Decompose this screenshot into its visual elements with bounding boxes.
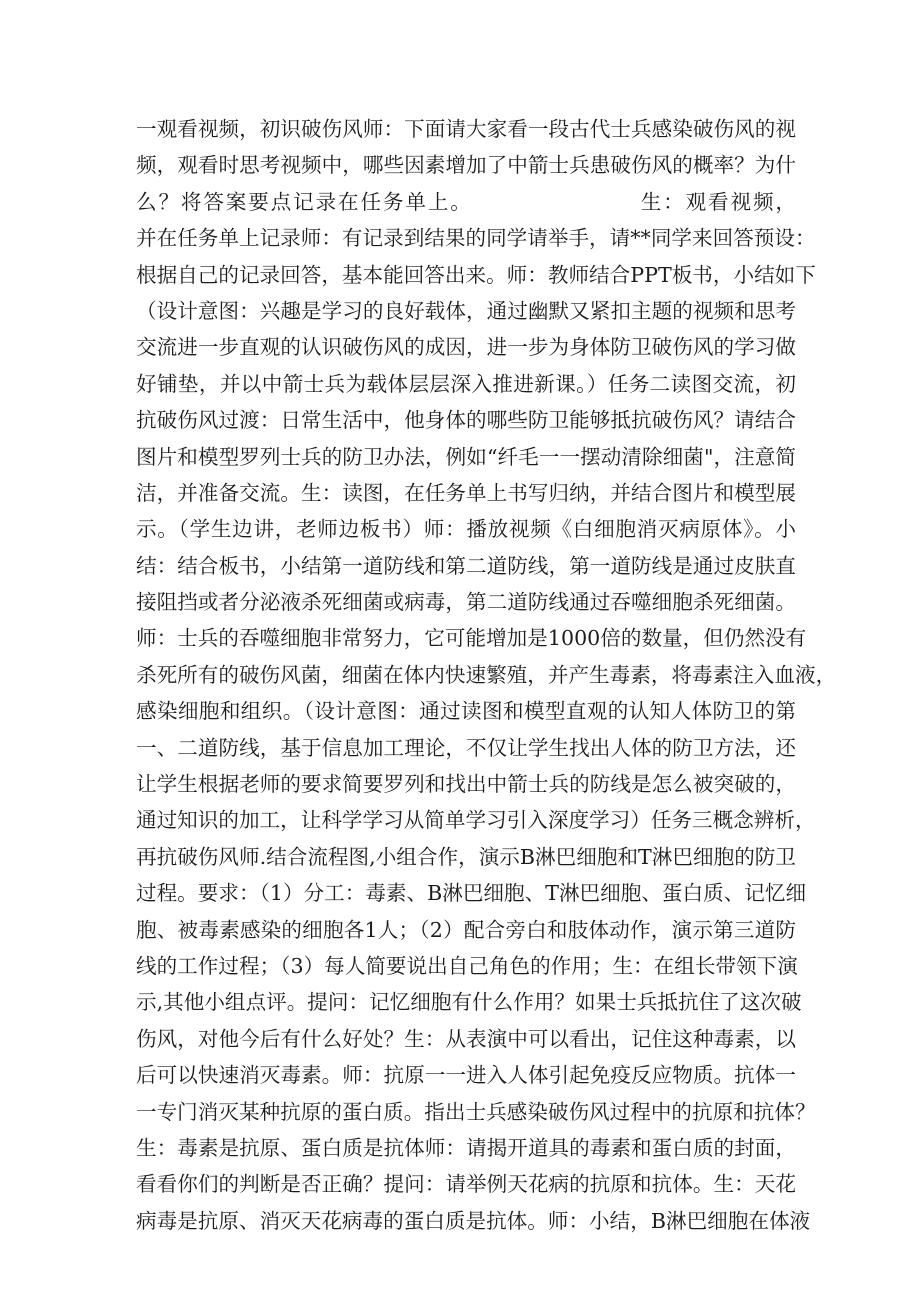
text-line: 一观看视频，初识破伤风师：下面请大家看一段古代士兵感染破伤风的视 xyxy=(136,117,796,141)
text-line: 看看你们的判断是否正确？提问：请举例天花病的抗原和抗体。生：天花 xyxy=(136,1172,796,1197)
text-line: 一、二道防线，基于信息加工理论，不仅让学生找出人体的防卫方法，还 xyxy=(136,735,796,760)
text-line: 胞、被毒素感染的细胞各1人；（2）配合旁白和肢体动作，演示第三道防 xyxy=(136,917,796,942)
text-line: 根据自己的记录回答，基本能回答出来。师：教师结合PPT板书，小结如下 xyxy=(136,262,816,287)
text-line: 病毒是抗原、消灭天花病毒的蛋白质是抗体。师：小结，B淋巴细胞在体液 xyxy=(136,1208,811,1233)
text-line: 么？将答案要点记录在任务单上。 生：观看视频， xyxy=(136,189,796,214)
text-line: 再抗破伤风师.结合流程图,小组合作，演示B淋巴细胞和T淋巴细胞的防卫 xyxy=(136,844,796,869)
text-line: 抗破伤风过渡：日常生活中，他身体的哪些防卫能够抵抗破伤风？请结合 xyxy=(136,408,796,433)
text-line: 图片和模型罗列士兵的防卫办法，例如“纤毛一一摆动清除细菌"，注意简 xyxy=(136,444,796,469)
text-line: 伤风，对他今后有什么好处？生：从表演中可以看出，记住这种毒素，以 xyxy=(136,1026,796,1051)
text-line: 师：士兵的吞噬细胞非常努力，它可能增加是1000倍的数量，但仍然没有 xyxy=(136,626,807,651)
text-line: 杀死所有的破伤风菌，细菌在体内快速繁殖，并产生毒素，将毒素注入血液， xyxy=(136,662,837,687)
text-line: 感染细胞和组织。（设计意图：通过读图和模型直观的认知人体防卫的第 xyxy=(136,699,796,724)
text-line: 通过知识的加工，让科学学习从简单学习引入深度学习）任务三概念辨析， xyxy=(136,808,816,833)
text-line: 后可以快速消灭毒素。师：抗原一一进入人体引起免疫反应物质。抗体一 xyxy=(136,1063,796,1088)
text-line: 示。（学生边讲，老师边板书）师：播放视频《白细胞消灭病原体》。小 xyxy=(136,517,796,542)
text-line: 结：结合板书，小结第一道防线和第二道防线，第一道防线是通过皮肤直 xyxy=(136,553,796,578)
text-line: 让学生根据老师的要求简要罗列和找出中箭士兵的防线是怎么被突破的， xyxy=(136,772,796,797)
text-line: 过程。要求：（1）分工：毒素、B淋巴细胞、T淋巴细胞、蛋白质、记忆细 xyxy=(136,881,807,906)
text-line: 生：毒素是抗原、蛋白质是抗体师：请揭开道具的毒素和蛋白质的封面， xyxy=(136,1135,796,1160)
text-line: 一专门消灭某种抗原的蛋白质。指出士兵感染破伤风过程中的抗原和抗体？ xyxy=(136,1099,816,1124)
text-line: 交流进一步直观的认识破伤风的成因，进一步为身体防卫破伤风的学习做 xyxy=(136,335,796,360)
text-line: 好铺垫，并以中箭士兵为载体层层深入推进新课。）任务二读图交流，初 xyxy=(136,371,796,396)
text-line: 频，观看时思考视频中，哪些因素增加了中箭士兵患破伤风的概率？为什 xyxy=(136,153,796,178)
text-line: 洁，并准备交流。生：读图，在任务单上书写归纳，并结合图片和模型展 xyxy=(136,480,796,505)
text-line: 并在任务单上记录师：有记录到结果的同学请举手，请**同学来回答预设： xyxy=(136,226,816,251)
text-line: 示,其他小组点评。提问：记忆细胞有什么作用？如果士兵抵抗住了这次破 xyxy=(136,990,802,1015)
text-line: 线的工作过程；（3）每人简要说出自己角色的作用；生：在组长带领下演 xyxy=(136,953,798,978)
document-body xyxy=(136,111,837,1239)
text-line: 接阻挡或者分泌液杀死细菌或病毒，第二道防线通过吞噬细胞杀死细菌。 xyxy=(136,590,796,615)
text-line: （设计意图：兴趣是学习的良好载体，通过幽默又紧扣主题的视频和思考 xyxy=(136,298,796,323)
